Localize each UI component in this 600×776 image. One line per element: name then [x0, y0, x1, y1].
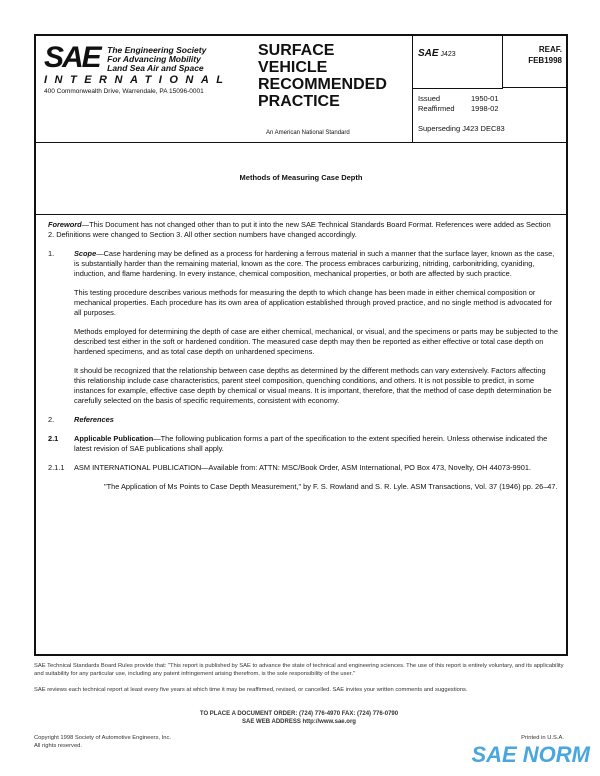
sae-logo-mark: SAE: [44, 41, 100, 74]
tagline-3: Land Sea Air and Space: [107, 63, 204, 73]
copyright: Copyright 1998 Society of Automotive Engineers, Inc.: [34, 735, 171, 741]
ans-label: An American National Standard: [266, 130, 350, 136]
doc-title: Methods of Measuring Case Depth: [36, 142, 566, 215]
order-info: TO PLACE A DOCUMENT ORDER: (724) 776-4970 FAX: (724) 776-0790: [199, 711, 399, 717]
title-line: SURFACE: [258, 42, 335, 59]
issued-date: 1950-01: [471, 94, 499, 103]
header-frame: [34, 34, 568, 656]
section-number: 1.: [48, 249, 55, 258]
doc-number-cell: [412, 36, 503, 89]
sae-small-logo: SAE: [418, 48, 439, 59]
policy-text: SAE Technical Standards Board Rules provide that: "This report is published by SAE to advance the state of technical and engineering sciences. The use of this report is entirely voluntary, and its applicability and suitability for any particular use, including any patent infringement arising therefrom, is the sole responsibility of the user.": [34, 663, 564, 677]
document-body: [48, 220, 558, 501]
reaf-cell: [502, 36, 566, 88]
issued-label: Issued: [418, 94, 441, 103]
tagline: [107, 46, 206, 73]
header: [36, 36, 566, 143]
international: INTERNATIONAL: [44, 74, 231, 86]
reaf-label: REAF.: [538, 45, 562, 54]
reaffirmed-date: 1998-02: [471, 104, 499, 113]
printed: Printed in U.S.A.: [521, 735, 564, 741]
web-address: SAE WEB ADDRESS http://www.sae.org: [242, 719, 356, 725]
title-line: RECOMMENDED: [258, 76, 387, 93]
superseding: Superseding J423 DEC83: [418, 124, 505, 133]
reaffirmed-label: Reaffirmed: [418, 104, 455, 113]
section-heading: Applicable Publication: [74, 434, 154, 443]
review-text: SAE reviews each technical report at least every five years at which time it may be reaffirmed, revised, or cancelled. SAE invites your written comments and suggestions.: [34, 687, 468, 693]
tagline-1: The Engineering Society: [107, 45, 207, 55]
paragraph: It should be recognized that the relationship between case depths as determined by the different methods can vary extensively. Factors affecting this relationship include case characteristics, parent steel composition, quenching conditions, and others. It is not possible to predict, in some instances for example, effective case depth by chemical or visual means. It is important, therefore, that the method of case depth determination be carefully selected on the basis of specific requirements, consistent with economy.: [74, 366, 552, 405]
watermark-logo: SAE NORM: [471, 742, 590, 767]
reference: "The Application of Ms Points to Case Depth Measurement," by F. S. Rowland and S. R. Lyle. ASM Transactions, Vol. 37 (1946) pp. 26–47.: [104, 482, 558, 491]
foreword-heading: Foreword: [48, 220, 82, 229]
address: 400 Commonwealth Drive, Warrendale, PA 15096-0001: [44, 88, 204, 95]
title-line: PRACTICE: [258, 93, 340, 110]
paragraph: This testing procedure describes various methods for measuring the depth to which change has been made in either chemical composition or mechanical properties. Each procedure has its own area of application established through proved practice, and no single method is advocated for all purposes.: [74, 288, 553, 317]
title-line: VEHICLE: [258, 59, 328, 76]
section-heading: References: [74, 415, 114, 424]
rights: All rights reserved.: [34, 743, 83, 749]
paragraph: —Case hardening may be defined as a process for hardening a ferrous material in such a manner that the surface layer, known as the case, is substantially harder than the remaining material, known as the core. The process embraces carburizing, nitriding, carbonitriding, cyaniding, induction, and flame hardening. In every instance, chemical composition, mechanical properties, or both are affected by such practice.: [74, 249, 555, 278]
sae-logo: [44, 41, 264, 95]
paragraph: Methods employed for determining the depth of case are either chemical, mechanical, or visual, and the specimens or parts may be subjected to the described test either in the soft or hardened condition. The measured case depth may then be reported as either effective or total case depth on hardened specimens, and as total case depth on unhardened specimens.: [74, 327, 558, 356]
paragraph: —The following publication forms a part of the specification to the extent specified herein. Unless otherwise indicated the latest revision of SAE publications shall apply.: [74, 434, 548, 453]
section-heading: Scope: [74, 249, 97, 258]
reaf-date: FEB1998: [528, 56, 562, 65]
doc-type-title: [258, 42, 387, 110]
tagline-2: For Advancing Mobility: [107, 54, 201, 64]
section-number: 2.1: [48, 434, 59, 443]
doc-number: J423: [440, 51, 456, 58]
paragraph: ASM INTERNATIONAL PUBLICATION—Available from: ATTN: MSC/Book Order, ASM International, PO Box 473, Novelty, OH 44073-9901.: [74, 463, 532, 472]
section-number: 2.1.1: [48, 463, 65, 472]
section-number: 2.: [48, 415, 55, 424]
foreword-text: —This Document has not changed other than to put it into the new SAE Technical Standards Board Format. References were added as Section 2. Definitions were changed to Section 3. All other section numbers have changed accordingly.: [48, 220, 551, 239]
issue-info: [412, 89, 566, 142]
